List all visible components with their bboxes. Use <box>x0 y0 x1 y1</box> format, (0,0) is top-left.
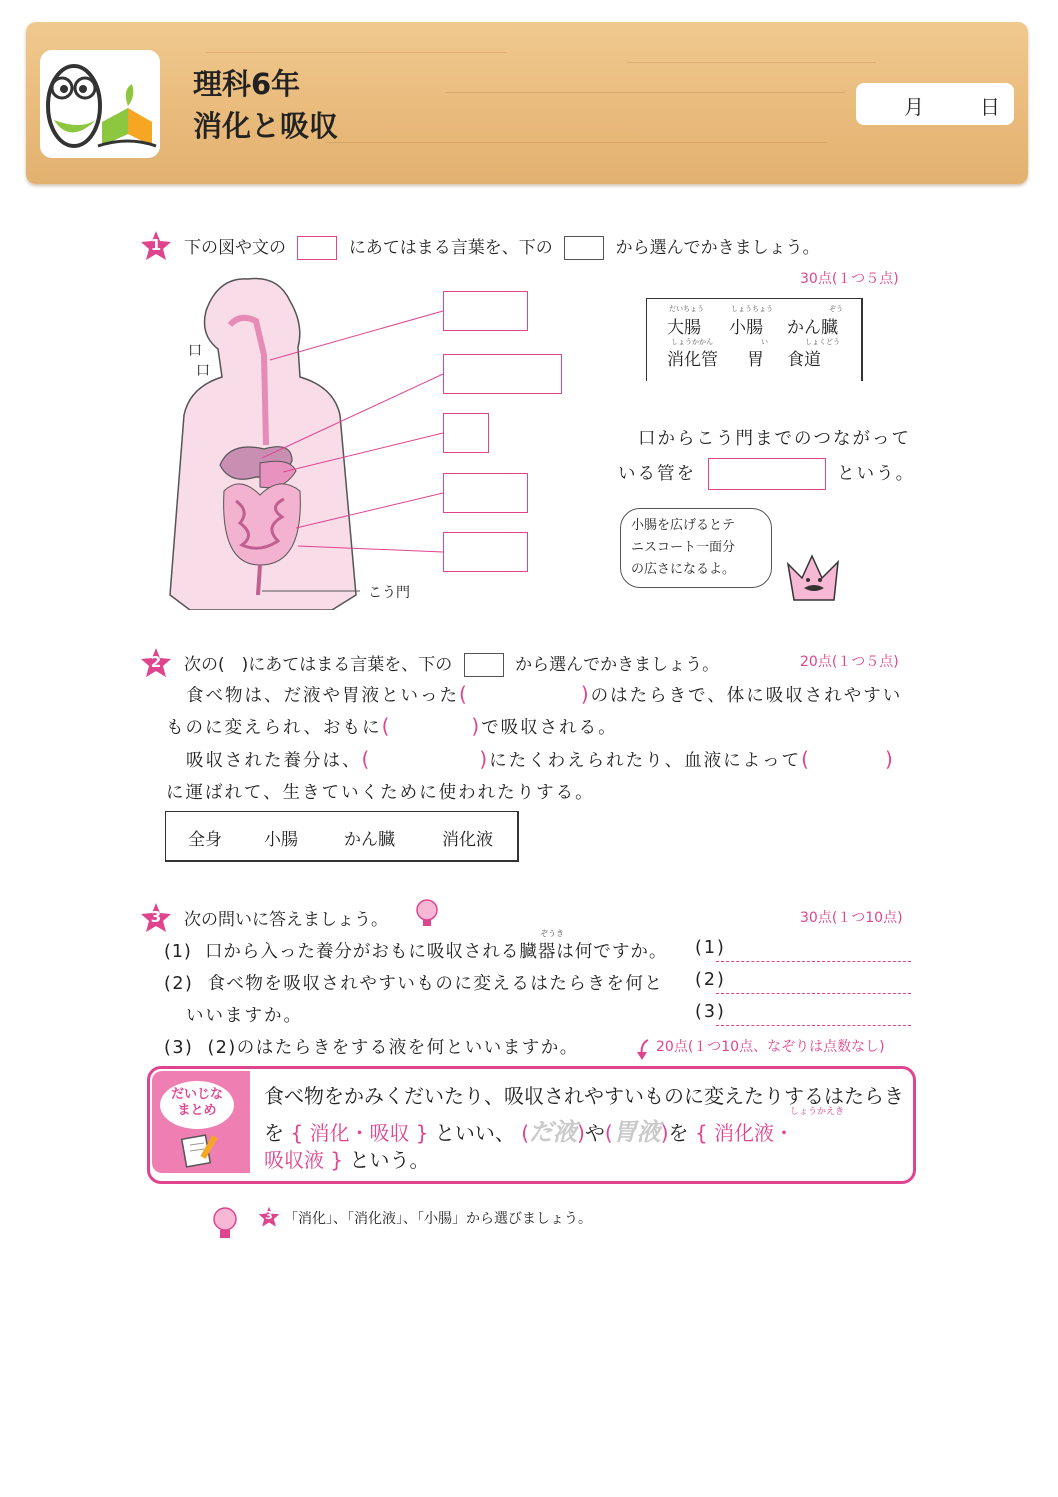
page-title-grade: 理科6年 <box>193 67 301 101</box>
word-choice-digestive-tract: 消化管 <box>667 350 718 370</box>
ruby-zoki: ぞうき <box>540 929 564 938</box>
question-3-item-2: (2) 食べ物を吸収されやすいものに変えるはたらきを何と <box>164 974 664 994</box>
label-anus: こう門 <box>368 585 410 601</box>
question-2-line3: 吸収された養分は、( )にたくわえられたり、血液によって( ) <box>186 747 895 771</box>
question-2-points: 20点(１つ５点) <box>800 654 899 670</box>
question-3-item-2-cont: いいますか。 <box>186 1006 303 1026</box>
hint-lightbulb-footer-icon <box>210 1203 240 1243</box>
answer-label-2: (2) <box>695 970 726 990</box>
question-2-line2: ものに変えられ、おもに( )で吸収される。 <box>166 714 618 738</box>
summary-line-1: 食べ物をかみくだいたり、吸収されやすいものに変えたりするはたらき <box>264 1084 904 1108</box>
label-mouth: 口 <box>196 363 210 379</box>
word-box-sample <box>464 653 504 677</box>
word-choice-stomach: 胃 <box>747 350 764 370</box>
pointer-lines <box>0 0 1058 640</box>
question-1-sentence-line1: 口からこう門までのつながって <box>638 429 911 449</box>
question-1-star-icon: 1 <box>140 230 172 262</box>
hint-text: 「消化」、「消化液」、「小腸」から選びましょう。 <box>284 1211 592 1227</box>
question-1-sentence-line2: いる管を という。 <box>618 458 915 490</box>
question-2-star-icon: 2 <box>140 647 172 679</box>
word-choice-digestive-juice: 消化液 <box>442 830 493 850</box>
question-2-word-choices <box>165 811 519 862</box>
word-choice-large-intestine: 大腸 <box>667 318 701 338</box>
question-3-points: 30点(１つ10点) <box>800 910 903 926</box>
hint-speech-bubble: 小腸を広げるとテ ニスコート一面分 の広さになるよ。 <box>620 508 772 588</box>
answer-line-1[interactable] <box>716 960 911 962</box>
answer-line-3[interactable] <box>716 1024 911 1026</box>
ruby-shokaeki: しょうかえき <box>790 1107 845 1117</box>
hint-star-icon: 3 <box>258 1206 280 1228</box>
word-choice-small-intestine: 小腸 <box>729 318 763 338</box>
question-1-points: 30点(１つ５点) <box>800 271 899 287</box>
month-label: 月 <box>904 95 924 119</box>
answer-label-1: (1) <box>695 938 726 958</box>
word-choice-liver: かん臓 <box>344 830 395 850</box>
answer-box-large-intestine[interactable] <box>443 473 528 513</box>
crown-mascot-icon <box>784 552 844 604</box>
word-choice-whole-body: 全身 <box>188 830 222 850</box>
question-1-instruction: 下の図や文の にあてはまる言葉を、下の から選んでかきましょう。 <box>184 238 820 258</box>
day-label: 日 <box>980 95 1000 119</box>
notebook-pencil-icon <box>178 1131 222 1169</box>
question-3-star-icon: 3 <box>140 902 172 934</box>
answer-box-digestive-tract[interactable] <box>708 458 826 490</box>
svg-text:口: 口 <box>188 343 202 359</box>
summary-points: 20点(１つ10点、なぞりは点数なし) <box>656 1039 885 1055</box>
answer-box-liver[interactable] <box>443 354 562 394</box>
word-choice-liver: かん臓 <box>787 318 838 338</box>
arrow-down-icon <box>636 1038 652 1062</box>
answer-label-3: (3) <box>695 1002 726 1022</box>
question-2-line1: 食べ物は、だ液や胃液といった( )のはたらきで、体に吸収されやすい <box>186 682 903 706</box>
summary-line-3: 吸収液 } という。 <box>264 1148 430 1172</box>
answer-box-stomach[interactable] <box>443 413 489 453</box>
choice-absorption-juice[interactable]: 吸収液 } <box>264 1148 344 1172</box>
hint-lightbulb-icon <box>412 896 442 928</box>
word-choice-small-intestine: 小腸 <box>264 830 298 850</box>
summary-line-2: を { 消化・吸収 } といい、 (だ液)や(胃液)を { 消化液・ <box>264 1118 794 1146</box>
page-title-topic: 消化と吸収 <box>193 109 339 143</box>
answer-box-esophagus[interactable] <box>443 291 528 331</box>
summary-label-panel: だいじな まとめ <box>152 1071 250 1173</box>
answer-line-2[interactable] <box>716 992 911 994</box>
question-3-instruction: 次の問いに答えましょう。 <box>184 910 388 930</box>
answer-box-small-intestine[interactable] <box>443 532 528 572</box>
trace-gastric-juice[interactable]: 胃液 <box>612 1118 661 1146</box>
choice-digestive-juice[interactable]: { 消化液・ <box>694 1121 794 1145</box>
question-2-line4: に運ばれて、生きていくために使われたりする。 <box>166 783 595 803</box>
trace-saliva[interactable]: だ液 <box>529 1118 578 1146</box>
question-2-instruction: 次の( )にあてはまる言葉を、下の から選んでかきましょう。 <box>184 655 720 675</box>
question-1-word-choices: だいちょう しょうちょう ぞう 大腸 小腸 かん臓 しょうかかん い しょくどう 消化管 胃 食道 <box>646 298 863 381</box>
choice-digestion-absorption[interactable]: { 消化・吸収 } <box>290 1121 429 1145</box>
question-3-item-3: (3) (2)のはたらきをする液を何といいますか。 <box>164 1038 579 1058</box>
question-3-item-1: (1) 口から入った養分がおもに吸収される臓器は何ですか。 <box>164 942 668 962</box>
word-choice-esophagus: 食道 <box>787 350 821 370</box>
